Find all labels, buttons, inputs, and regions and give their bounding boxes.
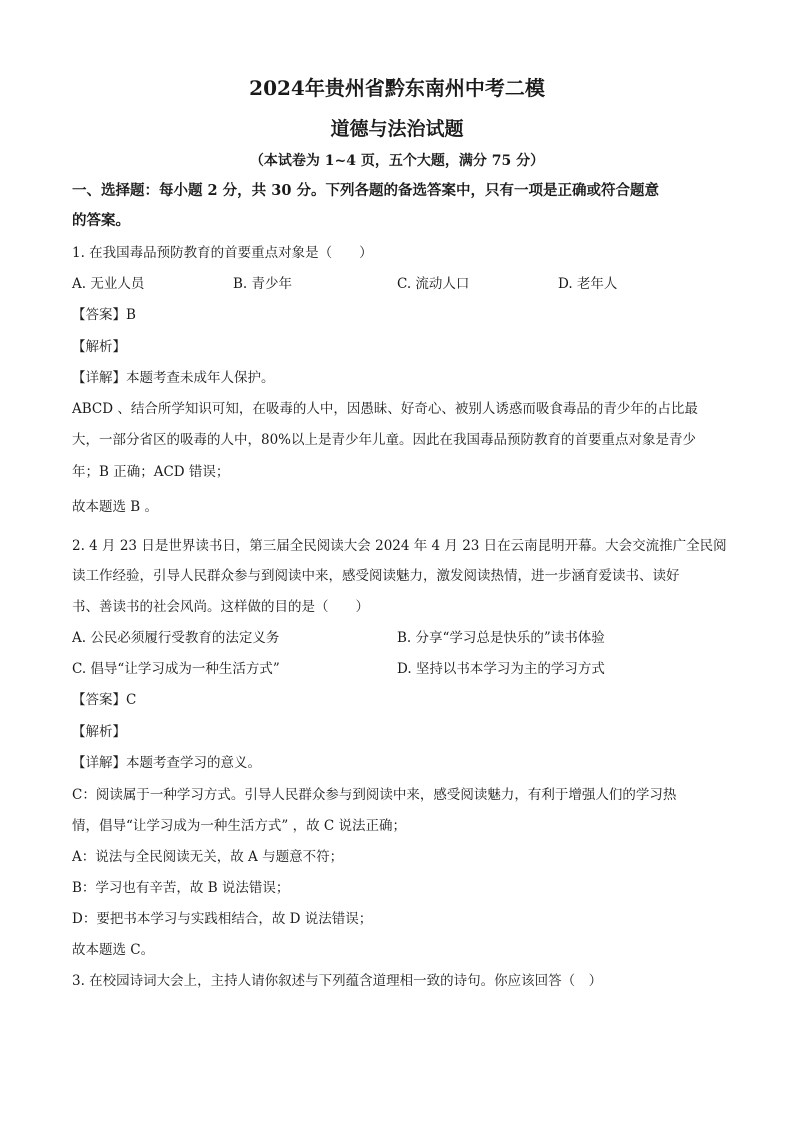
q2-stem-line: 2. 4 月 23 日是世界读书日，第三届全民阅读大会 2024 年 4 月 23 日在云南昆明开幕。大会交流推广全民阅 <box>72 538 727 554</box>
q1-explanation-line: 年；B 正确；ACD 错误； <box>72 464 230 480</box>
q1-option-a: A. 无业人员 <box>72 276 145 292</box>
q1-detail: 【详解】本题考查未成年人保护。 <box>72 370 275 386</box>
q2-explanation-line: D：要把书本学习与实践相结合，故 D 说法错误； <box>72 911 373 927</box>
q2-stem-line: 书、善读书的社会风尚。这样做的目的是（ ） <box>72 599 369 615</box>
section-heading-line2: 的答案。 <box>72 212 130 229</box>
q2-detail: 【详解】本题考查学习的意义。 <box>72 755 261 771</box>
exam-note: （本试卷为 1~4 页，五个大题，满分 75 分） <box>249 153 545 169</box>
q1-stem: 1. 在我国毒品预防教育的首要重点对象是（ ） <box>72 245 373 261</box>
q1-explanation-line: ABCD 、结合所学知识可知，在吸毒的人中，因愚昧、好奇心、被别人诱惑而吸食毒品的青少年的占比最 <box>72 401 698 417</box>
q2-option-d: D. 坚持以书本学习为主的学习方式 <box>397 661 605 677</box>
q2-option-c: C. 倡导“让学习成为一种生活方式” <box>72 661 280 677</box>
exam-title: 2024年贵州省黔东南州中考二模 <box>249 76 545 100</box>
q2-conclusion: 故本题选 C。 <box>72 942 155 958</box>
exam-subtitle: 道德与法治试题 <box>330 118 464 140</box>
q1-explanation-line: 大，一部分省区的吸毒的人中，80%以上是青少年儿童。因此在我国毒品预防教育的首要重点对象是青少 <box>72 432 697 448</box>
q1-answer: 【答案】B <box>72 307 136 323</box>
q2-explanation-line: 情，倡导“让学习成为一种生活方式” ，故 C 说法正确； <box>72 818 407 834</box>
q2-explanation-line: B：学习也有辛苦，故 B 说法错误； <box>72 880 290 896</box>
q1-option-d: D. 老年人 <box>558 276 618 292</box>
q1-analysis: 【解析】 <box>72 339 126 355</box>
q2-option-b: B. 分享“学习总是快乐的”读书体验 <box>397 630 605 646</box>
q2-explanation-line: C：阅读属于一种学习方式。引导人民群众参与到阅读中来，感受阅读魅力，有利于增强人们的学习热 <box>72 787 677 803</box>
q2-option-a: A. 公民必须履行受教育的法定义务 <box>72 630 280 646</box>
q2-explanation-line: A：说法与全民阅读无关，故 A 与题意不符； <box>72 849 344 865</box>
q1-conclusion: 故本题选 B 。 <box>72 499 159 515</box>
q1-option-c: C. 流动人口 <box>397 276 470 292</box>
q1-option-b: B. 青少年 <box>233 276 293 292</box>
q2-answer: 【答案】C <box>72 692 137 708</box>
q3-stem: 3. 在校园诗词大会上，主持人请你叙述与下列蕴含道理相一致的诗句。你应该回答（ ） <box>72 973 603 989</box>
q2-stem-line: 读工作经验，引导人民群众参与到阅读中来，感受阅读魅力，激发阅读热情，进一步涵育爱读书、读好 <box>72 568 680 584</box>
q2-analysis: 【解析】 <box>72 724 126 740</box>
section-heading-line1: 一、选择题：每小题 2 分，共 30 分。下列各题的备选答案中，只有一项是正确或符合题意 <box>72 182 659 199</box>
